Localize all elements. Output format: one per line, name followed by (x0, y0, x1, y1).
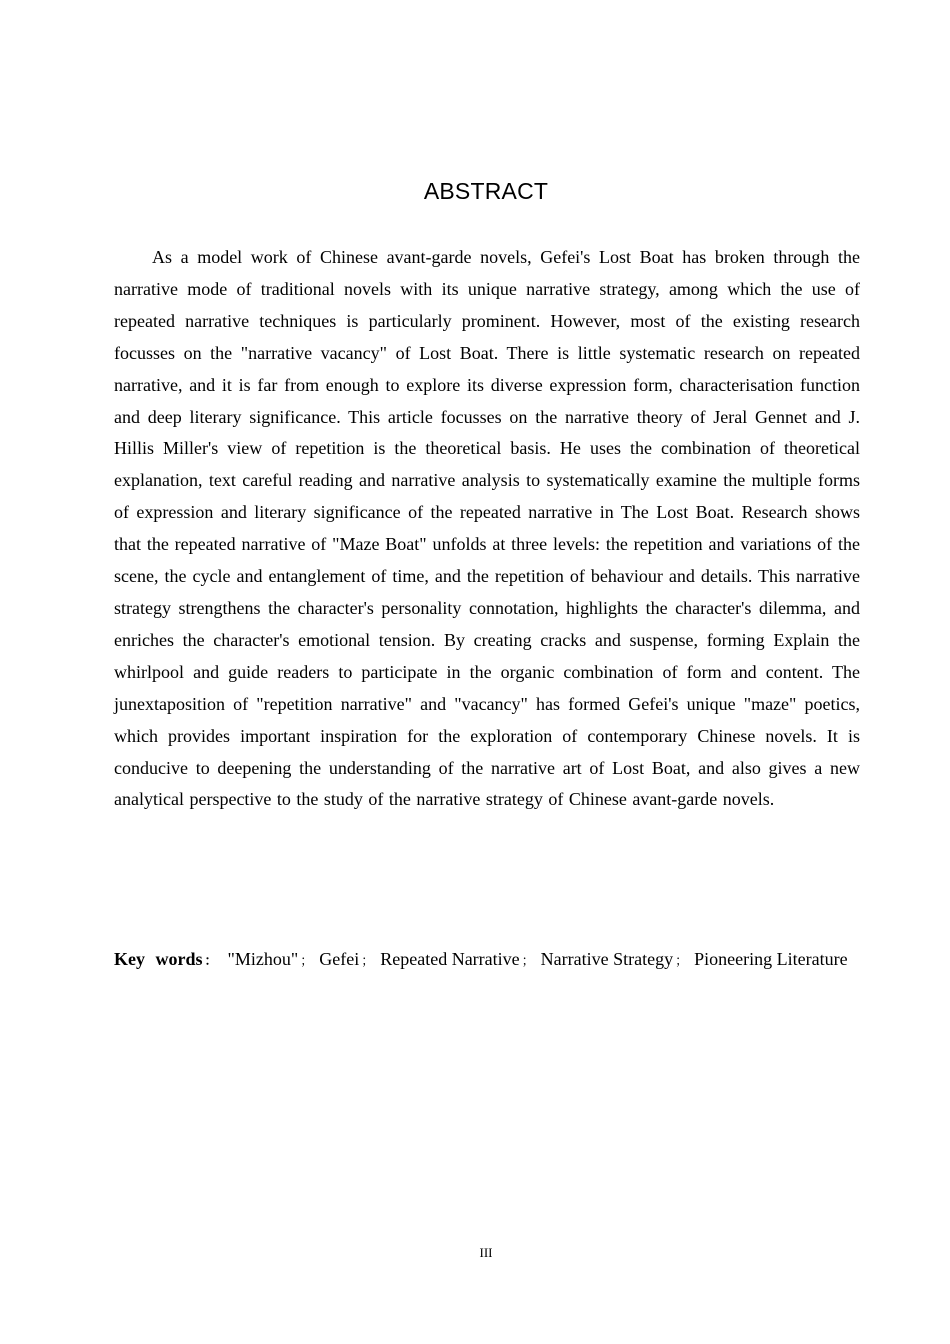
keyword-separator: ； (521, 953, 535, 968)
keyword-separator: ； (675, 953, 689, 968)
keywords-label-colon: ： (204, 953, 218, 968)
abstract-body: As a model work of Chinese avant-garde novels, Gefei's Lost Boat has broken through the narrative mode of traditional novels with its unique narrative strategy, among which the use of repeated narrative techniques is particularly prominent. However, most of the existing research focusses on the "narrative vacancy" of Lost Boat. There is little systematic research on repeated narrative, and it is far from enough to explore its diverse expression form, characterisation function and deep literary significance. This article focusses on the narrative theory of Jeral Gennet and J. Hillis Miller's view of repetition is the theoretical basis. He uses the combination of theoretical explanation, text careful reading and narrative analysis to systematically examine the multiple forms of expression and literary significance of the repeated narrative in The Lost Boat. Research shows that the repeated narrative of "Maze Boat" unfolds at three levels: the repetition and variations of the scene, the cycle and entanglement of time, and the repetition of behaviour and details. This narrative strategy strengthens the character's personality connotation, highlights the character's dilemma, and enriches the character's emotional tension. By creating cracks and suspense, forming Explain the whirlpool and guide readers to participate in the organic combination of form and content. The junextaposition of "repetition narrative" and "vacancy" has formed Gefei's unique "maze" poetics, which provides important inspiration for the exploration of contemporary Chinese novels. It is conducive to deepening the understanding of the narrative art of Lost Boat, and also gives a new analytical perspective to the study of the narrative strategy of Chinese avant-garde novels. (114, 247, 860, 810)
keywords-label: Key words (114, 949, 203, 969)
keywords-line (114, 943, 860, 977)
keyword-item: Gefei (319, 949, 360, 969)
keyword-separator: ； (361, 953, 375, 968)
keyword-separator: ； (300, 953, 314, 968)
abstract-title: ABSTRACT (423, 178, 549, 204)
keyword-item: "Mizhou" (227, 949, 299, 969)
keyword-item: Narrative Strategy (540, 949, 674, 969)
keyword-item: Repeated Narrative (380, 949, 520, 969)
keyword-item: Pioneering Literature (694, 949, 848, 969)
page-number: III (479, 1245, 493, 1260)
